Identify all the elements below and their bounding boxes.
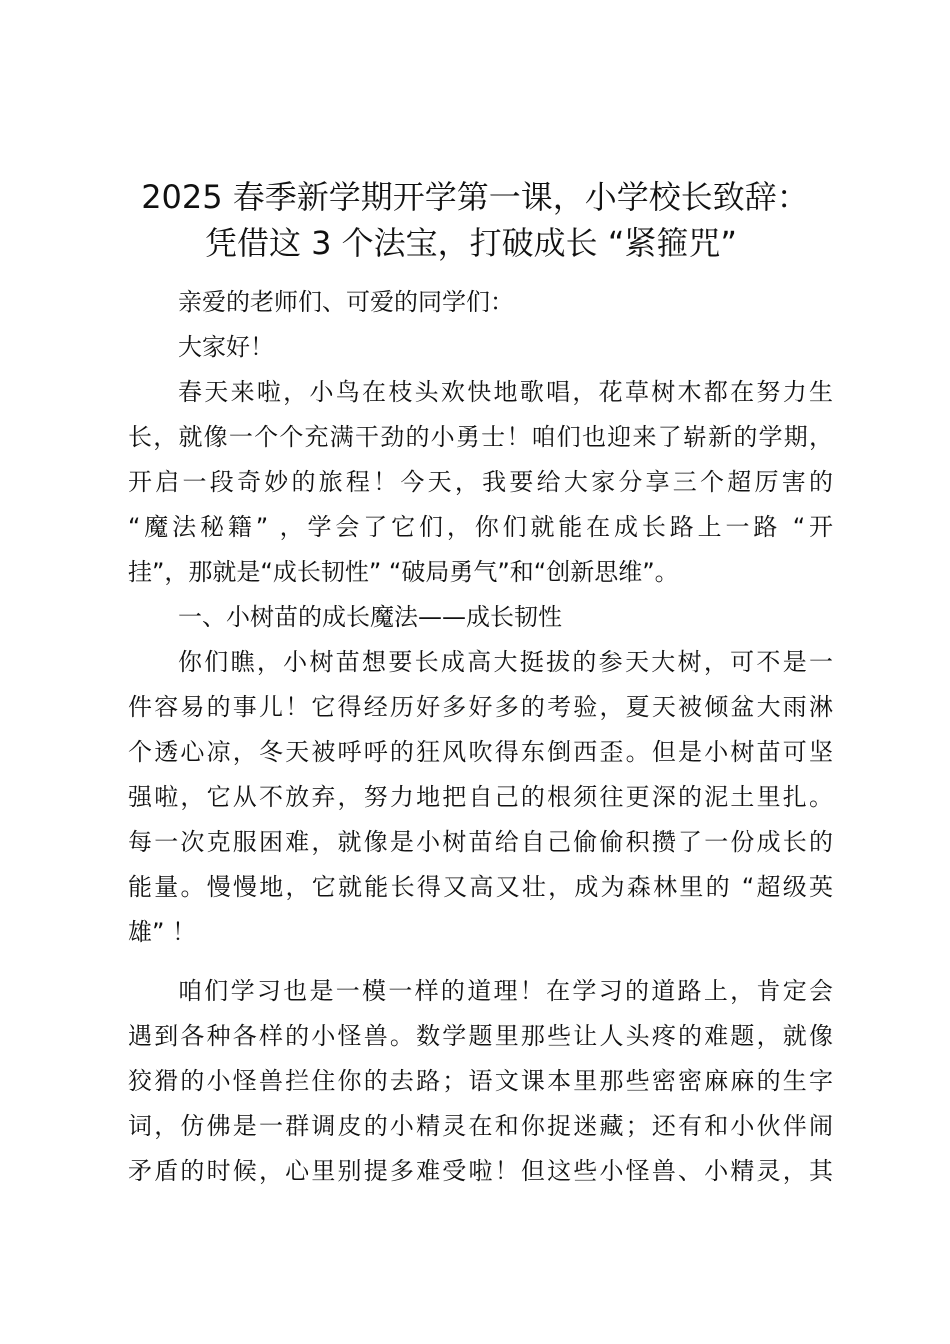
paragraph-line: 雄” ！ xyxy=(128,918,197,946)
paragraph-line: 个透心凉，冬天被呼呼的狂风吹得东倒西歪。但是小树苗可坚 xyxy=(128,738,833,766)
paragraph-line: “魔法秘籍” ，学会了它们，你们就能在成长路上一路 “开 xyxy=(128,513,833,541)
paragraph-line: 长，就像一个个充满干劲的小勇士！咱们也迎来了崭新的学期， xyxy=(128,423,833,451)
greeting: 大家好！ xyxy=(178,333,274,361)
paragraph-2 xyxy=(128,640,833,955)
paragraph-line: 挂”，那就是“成长韧性” “破局勇气”和“创新思维”。 xyxy=(128,558,679,586)
paragraph-line: 强啦，它从不放弃，努力地把自己的根须往更深的泥土里扎。 xyxy=(128,783,833,811)
document-title-line-1: 2025 春季新学期开学第一课，小学校长致辞： xyxy=(141,178,809,216)
paragraph-line: 你们瞧，小树苗想要长成高大挺拔的参天大树，可不是一 xyxy=(178,648,833,676)
paragraph-line: 每一次克服困难，就像是小树苗给自己偷偷积攒了一份成长的 xyxy=(128,828,833,856)
paragraph-spacer xyxy=(128,955,833,969)
paragraph-line: 春天来啦，小鸟在枝头欢快地歌唱，花草树木都在努力生 xyxy=(178,378,833,406)
salutation: 亲爱的老师们、可爱的同学们： xyxy=(178,288,514,316)
paragraph-line: 词，仿佛是一群调皮的小精灵在和你捉迷藏；还有和小伙伴闹 xyxy=(128,1112,833,1140)
paragraph-line: 件容易的事儿！它得经历好多好多的考验，夏天被倾盆大雨淋 xyxy=(128,693,833,721)
paragraph-line: 狡猾的小怪兽拦住你的去路；语文课本里那些密密麻麻的生字 xyxy=(128,1067,833,1095)
document-title-line-2: 凭借这 3 个法宝，打破成长 “紧箍咒” xyxy=(204,224,738,262)
paragraph-line: 能量。慢慢地，它就能长得又高又壮，成为森林里的 “超级英 xyxy=(128,873,833,901)
paragraph-line: 咱们学习也是一模一样的道理！在学习的道路上，肯定会 xyxy=(178,977,833,1005)
paragraph-line: 遇到各种各样的小怪兽。数学题里那些让人头疼的难题，就像 xyxy=(128,1022,833,1050)
paragraph-line: 矛盾的时候，心里别提多难受啦！但这些小怪兽、小精灵，其 xyxy=(128,1157,833,1185)
section-heading: 一、小树苗的成长魔法——成长韧性 xyxy=(178,603,562,631)
paragraph-3 xyxy=(128,969,833,1194)
paragraph-line: 开启一段奇妙的旅程！今天，我要给大家分享三个超厉害的 xyxy=(128,468,833,496)
document-body xyxy=(128,280,833,1194)
paragraph-1 xyxy=(128,370,833,595)
